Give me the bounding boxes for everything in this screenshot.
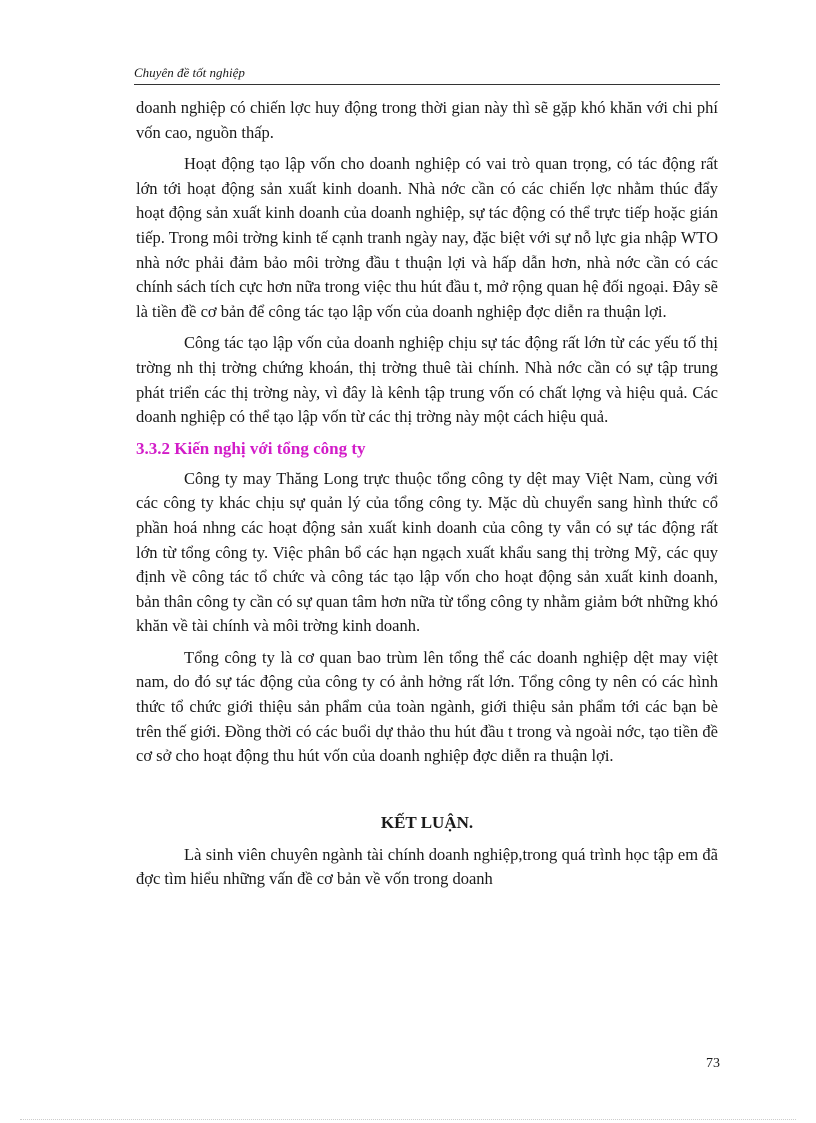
- page-bottom-border: [20, 1119, 796, 1120]
- paragraph-2: Hoạt động tạo lập vốn cho doanh nghiệp có vai trò quan trọng, có tác động rất lớn tới hoạt động sản xuất kinh doanh. Nhà nớc cần có các chiến lợc nhằm thúc đẩy hoạt động sản xuất kinh doanh của doanh nghiệp, sự tác động có thể trực tiếp hoặc gián tiếp. Trong môi trờng kinh tế cạnh tranh ngày nay, đặc biệt với sự nỗ lực gia nhập WTO nhà nớc phải đảm bảo môi trờng đầu t thuận lợi và hấp dẫn hơn, nhà nớc cần có các chính sách tích cực hơn nữa trong việc thu hút đầu t, mở rộng quan hệ đối ngoại. Đây sẽ là tiền đề cơ bản để công tác tạo lập vốn của doanh nghiệp đợc diễn ra thuận lợi.: [136, 154, 718, 321]
- conclusion-title: KẾT LUẬN.: [380, 812, 474, 832]
- page-number: 73: [706, 1056, 720, 1071]
- section-paragraph-2: Tổng công ty là cơ quan bao trùm lên tổng thể các doanh nghiệp dệt may việt nam, do đó sự tác động của công ty có ảnh hởng rất lớn. Tổng công ty nên có các hình thức tổ chức giới thiệu sản phẩm của toàn ngành, giới thiệu sản phẩm tới các bạn bè trên thế giới. Đồng thời có các buổi dự thảo thu hút đầu t trong và ngoài nớc, tạo tiền đề cơ sở cho hoạt động thu hút vốn của doanh nghiệp đợc diễn ra thuận lợi.: [136, 647, 718, 766]
- section-heading: 3.3.2 Kiến nghị với tổng công ty: [136, 438, 366, 458]
- running-header: Chuyên đề tốt nghiệp: [134, 64, 720, 85]
- paragraph-3: Công tác tạo lập vốn của doanh nghiệp chịu sự tác động rất lớn từ các yếu tố thị trờng nh thị trờng chứng khoán, thị trờng thuê tài chính. Nhà nớc cần có sự tập trung phát triển các thị trờng này, vì đây là kênh tập trung vốn có chất lợng và hiệu quả. Các doanh nghiệp có thể tạo lập vốn từ các thị trờng này một cách hiệu quả.: [136, 333, 718, 427]
- section-paragraph-1: Công ty may Thăng Long trực thuộc tổng công ty dệt may Việt Nam, cùng với các công ty khác chịu sự quản lý của tổng công ty. Mặc dù chuyển sang hình thức cổ phần hoá nhng các hoạt động sản xuất kinh doanh của công ty vẫn có sự tác động rất lớn từ tổng công ty. Việc phân bổ các hạn ngạch xuất khẩu sang thị trờng Mỹ, các quy định về công tác tổ chức và công tác tạo lập vốn cho hoạt động sản xuất kinh doanh, bản thân công ty cần có sự quan tâm hơn nữa từ tổng công ty nhằm giảm bớt những khó khăn về tài chính và môi trờng kinh doanh.: [136, 468, 718, 636]
- conclusion-paragraph: Là sinh viên chuyên ngành tài chính doanh nghiệp,trong quá trình học tập em đã đợc tìm hiểu những vấn đề cơ bản về vốn trong doanh: [136, 844, 718, 889]
- paragraph-1: doanh nghiệp có chiến lợc huy động trong thời gian này thì sẽ gặp khó khăn với chi phí vốn cao, nguồn thấp.: [136, 98, 718, 142]
- page-content: [136, 96, 718, 899]
